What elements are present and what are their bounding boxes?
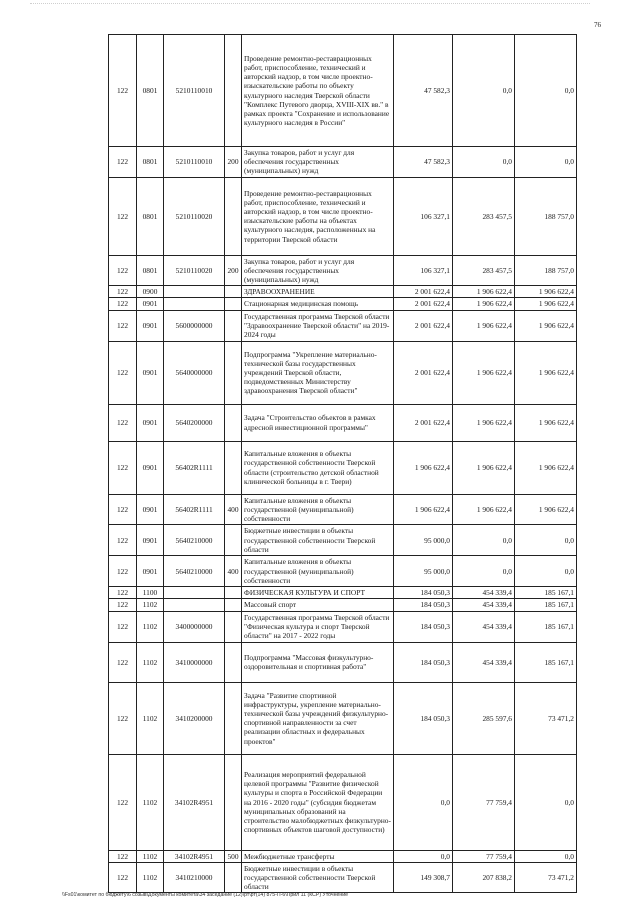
col-amount-2: 0,0 bbox=[453, 525, 515, 556]
col-target-article bbox=[164, 587, 225, 599]
col-expense-type bbox=[225, 286, 242, 298]
col-expense-type bbox=[225, 404, 242, 441]
col-department: 122 bbox=[109, 754, 137, 850]
table-row bbox=[109, 35, 577, 147]
col-amount-1: 2 001 622,4 bbox=[394, 310, 453, 341]
col-department: 122 bbox=[109, 599, 137, 611]
col-description: Капитальные вложения в объекты государственной (муниципальной) собственности bbox=[242, 494, 394, 525]
col-amount-2: 1 906 622,4 bbox=[453, 298, 515, 310]
col-amount-2: 1 906 622,4 bbox=[453, 494, 515, 525]
col-amount-1: 184 050,3 bbox=[394, 599, 453, 611]
col-target-article bbox=[164, 286, 225, 298]
col-description: Капитальные вложения в объекты государственной (муниципальной) собственности bbox=[242, 556, 394, 587]
col-amount-2: 1 906 622,4 bbox=[453, 341, 515, 404]
col-target-article bbox=[164, 599, 225, 611]
col-amount-3: 185 167,1 bbox=[515, 611, 577, 642]
col-amount-3: 0,0 bbox=[515, 556, 577, 587]
col-amount-2: 454 339,4 bbox=[453, 587, 515, 599]
col-department: 122 bbox=[109, 286, 137, 298]
col-target-article: 5640200000 bbox=[164, 404, 225, 441]
col-target-article: 5210110010 bbox=[164, 35, 225, 147]
col-expense-type bbox=[225, 298, 242, 310]
col-amount-2: 454 339,4 bbox=[453, 642, 515, 682]
col-description: Межбюджетные трансферты bbox=[242, 850, 394, 862]
table-row bbox=[109, 286, 577, 298]
col-amount-1: 149 308,7 bbox=[394, 862, 453, 893]
col-amount-1: 184 050,3 bbox=[394, 611, 453, 642]
col-description: Стационарная медицинская помощь bbox=[242, 298, 394, 310]
col-description: Подпрограмма "Массовая физкультурно-оздоровительная и спортивная работа" bbox=[242, 642, 394, 682]
col-amount-2: 77 759,4 bbox=[453, 754, 515, 850]
col-department: 122 bbox=[109, 494, 137, 525]
col-expense-type bbox=[225, 341, 242, 404]
table-row bbox=[109, 682, 577, 754]
footer-path: \\Fs01\комитет по бюджету\6 созыв\Документы комитета\34 заседание (12)\рт\рт(14) 875-П-6\Прил 11 (КСР) Уточнение bbox=[62, 892, 349, 898]
table-row bbox=[109, 862, 577, 893]
col-expense-type bbox=[225, 611, 242, 642]
col-section: 0901 bbox=[137, 556, 164, 587]
col-expense-type bbox=[225, 862, 242, 893]
table-row bbox=[109, 599, 577, 611]
col-section: 0901 bbox=[137, 404, 164, 441]
col-target-article: 3410210000 bbox=[164, 862, 225, 893]
col-amount-3: 0,0 bbox=[515, 147, 577, 178]
col-description: Проведение ремонтно-реставрационных работ, приспособление, технический и авторский надзор, в том числе проектно-изыскательские работы по объекту культурного наследия Тверской области "Комплекс Путевого дворца, XVIII-XIX вв." в рамках проекта "Сохранение и использование культурного наследия в России" bbox=[242, 35, 394, 147]
col-section: 1102 bbox=[137, 850, 164, 862]
col-section: 0801 bbox=[137, 255, 164, 286]
col-amount-2: 283 457,5 bbox=[453, 177, 515, 255]
col-section: 0801 bbox=[137, 35, 164, 147]
table-row bbox=[109, 404, 577, 441]
col-department: 122 bbox=[109, 298, 137, 310]
col-expense-type bbox=[225, 525, 242, 556]
col-target-article: 3410000000 bbox=[164, 642, 225, 682]
col-amount-2: 1 906 622,4 bbox=[453, 286, 515, 298]
col-amount-2: 1 906 622,4 bbox=[453, 441, 515, 494]
col-section: 1100 bbox=[137, 587, 164, 599]
col-section: 1102 bbox=[137, 642, 164, 682]
col-description: Государственная программа Тверской области "Физическая культура и спорт Тверской области" на 2017 - 2022 годы bbox=[242, 611, 394, 642]
col-amount-1: 2 001 622,4 bbox=[394, 404, 453, 441]
col-description: Закупка товаров, работ и услуг для обеспечения государственных (муниципальных) нужд bbox=[242, 147, 394, 178]
col-expense-type: 200 bbox=[225, 147, 242, 178]
col-department: 122 bbox=[109, 611, 137, 642]
col-description: Задача "Строительство объектов в рамках адресной инвестиционной программы" bbox=[242, 404, 394, 441]
col-department: 122 bbox=[109, 587, 137, 599]
table-row bbox=[109, 341, 577, 404]
col-section: 0901 bbox=[137, 441, 164, 494]
col-target-article: 5210110020 bbox=[164, 177, 225, 255]
col-amount-3: 73 471,2 bbox=[515, 862, 577, 893]
col-amount-3: 185 167,1 bbox=[515, 642, 577, 682]
col-department: 122 bbox=[109, 862, 137, 893]
col-department: 122 bbox=[109, 642, 137, 682]
col-department: 122 bbox=[109, 682, 137, 754]
table-row bbox=[109, 754, 577, 850]
col-department: 122 bbox=[109, 147, 137, 178]
col-amount-2: 0,0 bbox=[453, 35, 515, 147]
col-department: 122 bbox=[109, 441, 137, 494]
col-amount-3: 73 471,2 bbox=[515, 682, 577, 754]
col-section: 1102 bbox=[137, 862, 164, 893]
table-row bbox=[109, 298, 577, 310]
col-expense-type bbox=[225, 35, 242, 147]
col-section: 0801 bbox=[137, 147, 164, 178]
col-target-article: 3400000000 bbox=[164, 611, 225, 642]
col-amount-1: 0,0 bbox=[394, 754, 453, 850]
col-target-article: 5600000000 bbox=[164, 310, 225, 341]
col-amount-1: 2 001 622,4 bbox=[394, 298, 453, 310]
col-expense-type: 400 bbox=[225, 556, 242, 587]
col-expense-type bbox=[225, 682, 242, 754]
col-amount-1: 95 000,0 bbox=[394, 556, 453, 587]
col-section: 0900 bbox=[137, 286, 164, 298]
col-amount-1: 106 327,1 bbox=[394, 177, 453, 255]
col-amount-1: 47 582,3 bbox=[394, 147, 453, 178]
col-amount-1: 106 327,1 bbox=[394, 255, 453, 286]
col-amount-2: 454 339,4 bbox=[453, 599, 515, 611]
col-amount-2: 283 457,5 bbox=[453, 255, 515, 286]
table-row bbox=[109, 525, 577, 556]
col-expense-type: 200 bbox=[225, 255, 242, 286]
col-department: 122 bbox=[109, 177, 137, 255]
col-amount-3: 1 906 622,4 bbox=[515, 404, 577, 441]
col-target-article bbox=[164, 298, 225, 310]
col-section: 0901 bbox=[137, 341, 164, 404]
col-amount-1: 47 582,3 bbox=[394, 35, 453, 147]
col-target-article: 5640000000 bbox=[164, 341, 225, 404]
col-target-article: 34102R4951 bbox=[164, 754, 225, 850]
col-description: Проведение ремонтно-реставрационных работ, приспособление, технический и авторский надзор, в том числе проектно-изыскательские работы на объектах культурного наследия, расположенных на территории Тверской области bbox=[242, 177, 394, 255]
col-target-article: 5640210000 bbox=[164, 556, 225, 587]
col-amount-3: 188 757,0 bbox=[515, 255, 577, 286]
col-amount-1: 0,0 bbox=[394, 850, 453, 862]
table-row bbox=[109, 441, 577, 494]
col-department: 122 bbox=[109, 556, 137, 587]
col-section: 0901 bbox=[137, 525, 164, 556]
col-expense-type bbox=[225, 441, 242, 494]
col-department: 122 bbox=[109, 850, 137, 862]
col-target-article: 5210110020 bbox=[164, 255, 225, 286]
col-expense-type bbox=[225, 310, 242, 341]
col-amount-1: 184 050,3 bbox=[394, 587, 453, 599]
col-description: Бюджетные инвестиции в объекты государственной собственности Тверской области bbox=[242, 862, 394, 893]
col-amount-1: 1 906 622,4 bbox=[394, 494, 453, 525]
col-description: Капитальные вложения в объекты государственной собственности Тверской области (строительство детской областной клинической больницы в г. Твери) bbox=[242, 441, 394, 494]
table-row bbox=[109, 255, 577, 286]
col-amount-3: 185 167,1 bbox=[515, 587, 577, 599]
col-department: 122 bbox=[109, 404, 137, 441]
col-section: 0901 bbox=[137, 298, 164, 310]
col-expense-type bbox=[225, 599, 242, 611]
col-target-article: 56402R1111 bbox=[164, 441, 225, 494]
col-amount-2: 285 597,6 bbox=[453, 682, 515, 754]
col-description: Бюджетные инвестиции в объекты государственной собственности Тверской области bbox=[242, 525, 394, 556]
col-amount-3: 0,0 bbox=[515, 525, 577, 556]
col-amount-3: 0,0 bbox=[515, 754, 577, 850]
col-amount-1: 184 050,3 bbox=[394, 642, 453, 682]
table-row bbox=[109, 611, 577, 642]
col-amount-3: 0,0 bbox=[515, 35, 577, 147]
col-section: 1102 bbox=[137, 754, 164, 850]
col-amount-1: 2 001 622,4 bbox=[394, 341, 453, 404]
col-amount-3: 1 906 622,4 bbox=[515, 286, 577, 298]
table-row bbox=[109, 850, 577, 862]
col-section: 0801 bbox=[137, 177, 164, 255]
col-description: Массовый спорт bbox=[242, 599, 394, 611]
scan-noise bbox=[30, 3, 590, 6]
table-row bbox=[109, 147, 577, 178]
table-row bbox=[109, 556, 577, 587]
col-amount-3: 1 906 622,4 bbox=[515, 494, 577, 525]
col-amount-1: 2 001 622,4 bbox=[394, 286, 453, 298]
col-amount-3: 1 906 622,4 bbox=[515, 441, 577, 494]
col-description: ЗДРАВООХРАНЕНИЕ bbox=[242, 286, 394, 298]
col-section: 0901 bbox=[137, 494, 164, 525]
col-department: 122 bbox=[109, 310, 137, 341]
col-department: 122 bbox=[109, 35, 137, 147]
col-expense-type bbox=[225, 754, 242, 850]
col-department: 122 bbox=[109, 255, 137, 286]
budget-table bbox=[108, 34, 577, 893]
page-number: 76 bbox=[594, 21, 601, 29]
col-amount-2: 454 339,4 bbox=[453, 611, 515, 642]
col-description: ФИЗИЧЕСКАЯ КУЛЬТУРА И СПОРТ bbox=[242, 587, 394, 599]
table-row bbox=[109, 587, 577, 599]
col-expense-type bbox=[225, 642, 242, 682]
col-amount-3: 188 757,0 bbox=[515, 177, 577, 255]
col-amount-2: 0,0 bbox=[453, 556, 515, 587]
col-section: 1102 bbox=[137, 682, 164, 754]
col-description: Закупка товаров, работ и услуг для обеспечения государственных (муниципальных) нужд bbox=[242, 255, 394, 286]
col-expense-type bbox=[225, 587, 242, 599]
col-section: 1102 bbox=[137, 599, 164, 611]
col-expense-type: 500 bbox=[225, 850, 242, 862]
col-description: Реализация мероприятий федеральной целевой программы "Развитие физической культуры и спорта в Российской Федерации на 2016 - 2020 годы" (субсидия бюджетам муниципальных образований на строительство малобюджетных физкультурно-спортивных объектов шаговой доступности) bbox=[242, 754, 394, 850]
col-expense-type bbox=[225, 177, 242, 255]
col-target-article: 5210110010 bbox=[164, 147, 225, 178]
col-amount-3: 1 906 622,4 bbox=[515, 310, 577, 341]
col-amount-1: 184 050,3 bbox=[394, 682, 453, 754]
col-target-article: 3410200000 bbox=[164, 682, 225, 754]
col-amount-3: 1 906 622,4 bbox=[515, 341, 577, 404]
col-amount-2: 77 759,4 bbox=[453, 850, 515, 862]
col-amount-1: 1 906 622,4 bbox=[394, 441, 453, 494]
col-target-article: 34102R4951 bbox=[164, 850, 225, 862]
col-expense-type: 400 bbox=[225, 494, 242, 525]
col-target-article: 5640210000 bbox=[164, 525, 225, 556]
table-row bbox=[109, 642, 577, 682]
col-target-article: 56402R1111 bbox=[164, 494, 225, 525]
col-amount-2: 207 838,2 bbox=[453, 862, 515, 893]
col-department: 122 bbox=[109, 341, 137, 404]
col-section: 0901 bbox=[137, 310, 164, 341]
table-row bbox=[109, 310, 577, 341]
col-section: 1102 bbox=[137, 611, 164, 642]
col-amount-2: 1 906 622,4 bbox=[453, 310, 515, 341]
col-description: Подпрограмма "Укрепление материально-технической базы государственных учреждений Тверской области, подведомственных Министерству здравоохранения Тверской области" bbox=[242, 341, 394, 404]
col-amount-2: 1 906 622,4 bbox=[453, 404, 515, 441]
col-description: Задача "Развитие спортивной инфраструктуры, укрепление материально-технической базы учреждений физкультурно-спортивной направленности за счет реализации областных и федеральных проектов" bbox=[242, 682, 394, 754]
col-amount-2: 0,0 bbox=[453, 147, 515, 178]
col-amount-1: 95 000,0 bbox=[394, 525, 453, 556]
col-amount-3: 1 906 622,4 bbox=[515, 298, 577, 310]
col-amount-3: 0,0 bbox=[515, 850, 577, 862]
col-description: Государственная программа Тверской области "Здравоохранение Тверской области" на 2019-2024 годы bbox=[242, 310, 394, 341]
col-department: 122 bbox=[109, 525, 137, 556]
table-row bbox=[109, 177, 577, 255]
table-row bbox=[109, 494, 577, 525]
col-amount-3: 185 167,1 bbox=[515, 599, 577, 611]
